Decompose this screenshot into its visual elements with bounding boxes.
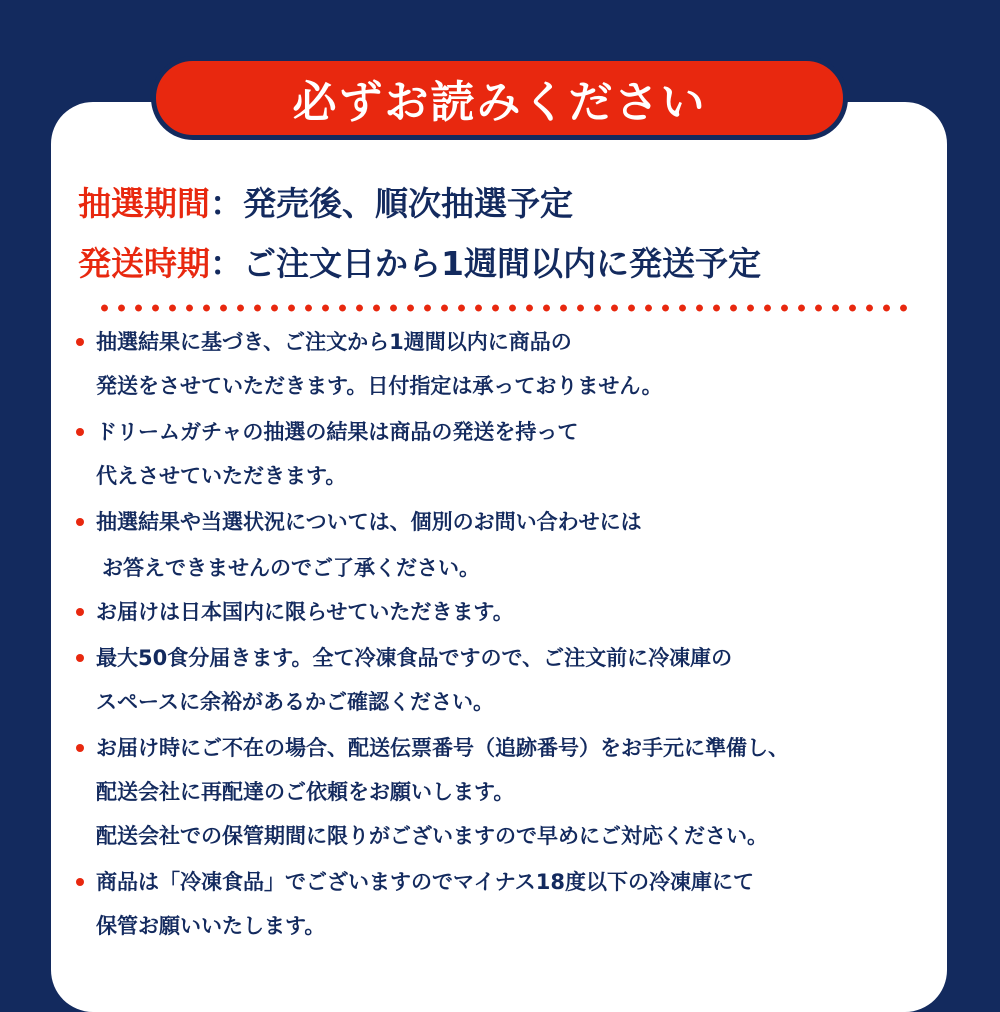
info-value: ご注文日から1週間以内に発送予定: [243, 244, 761, 283]
note-line: スペースに余裕があるかご確認ください。: [96, 690, 494, 714]
note-line: 発送をさせていただきます。日付指定は承っておりません。: [96, 374, 663, 398]
bullet-dot-icon: [76, 654, 84, 662]
note-line: お届けは日本国内に限らせていただきます。: [96, 600, 514, 624]
page-title: 必ずお読みください: [292, 77, 707, 128]
note-line: 最大50食分届きます。全て冷凍食品ですので、ご注文前に冷凍庫の: [96, 646, 733, 670]
note-line: 抽選結果に基づき、ご注文から1週間以内に商品の: [96, 330, 572, 354]
bullet-dot-icon: [76, 608, 84, 616]
note-line: 保管お願いいたします。: [96, 914, 326, 938]
info-separator: ：: [210, 244, 243, 283]
note-line: お届け時にご不在の場合、配送伝票番号（追跡番号）をお手元に準備し、: [96, 736, 789, 760]
info-separator: ：: [210, 184, 243, 223]
info-row-lottery-period: [78, 184, 573, 224]
dotted-divider: [96, 303, 910, 313]
note-line: 配送会社に再配達のご依頼をお願いします。: [96, 780, 515, 804]
bullet-dot-icon: [76, 744, 84, 752]
bullet-dot-icon: [76, 878, 84, 886]
note-line: 代えさせていただきます。: [96, 464, 347, 488]
note-line: 配送会社での保管期間に限りがございますので早めにご対応ください。: [96, 824, 768, 848]
bullet-dot-icon: [76, 518, 84, 526]
note-line: ドリームガチャの抽選の結果は商品の発送を持って: [96, 420, 579, 444]
info-value: 発売後、順次抽選予定: [243, 184, 573, 223]
bullet-dot-icon: [76, 338, 84, 346]
info-row-shipping-time: [78, 244, 761, 284]
bullet-dot-icon: [76, 428, 84, 436]
note-line: 商品は「冷凍食品」でございますのでマイナス18度以下の冷凍庫にて: [96, 870, 754, 894]
info-label: 発送時期: [78, 244, 210, 283]
title-banner: [151, 56, 848, 140]
note-line: お答えできませんのでご了承ください。: [102, 556, 480, 580]
info-label: 抽選期間: [78, 184, 210, 223]
note-line: 抽選結果や当選状況については、個別のお問い合わせには: [96, 510, 642, 534]
